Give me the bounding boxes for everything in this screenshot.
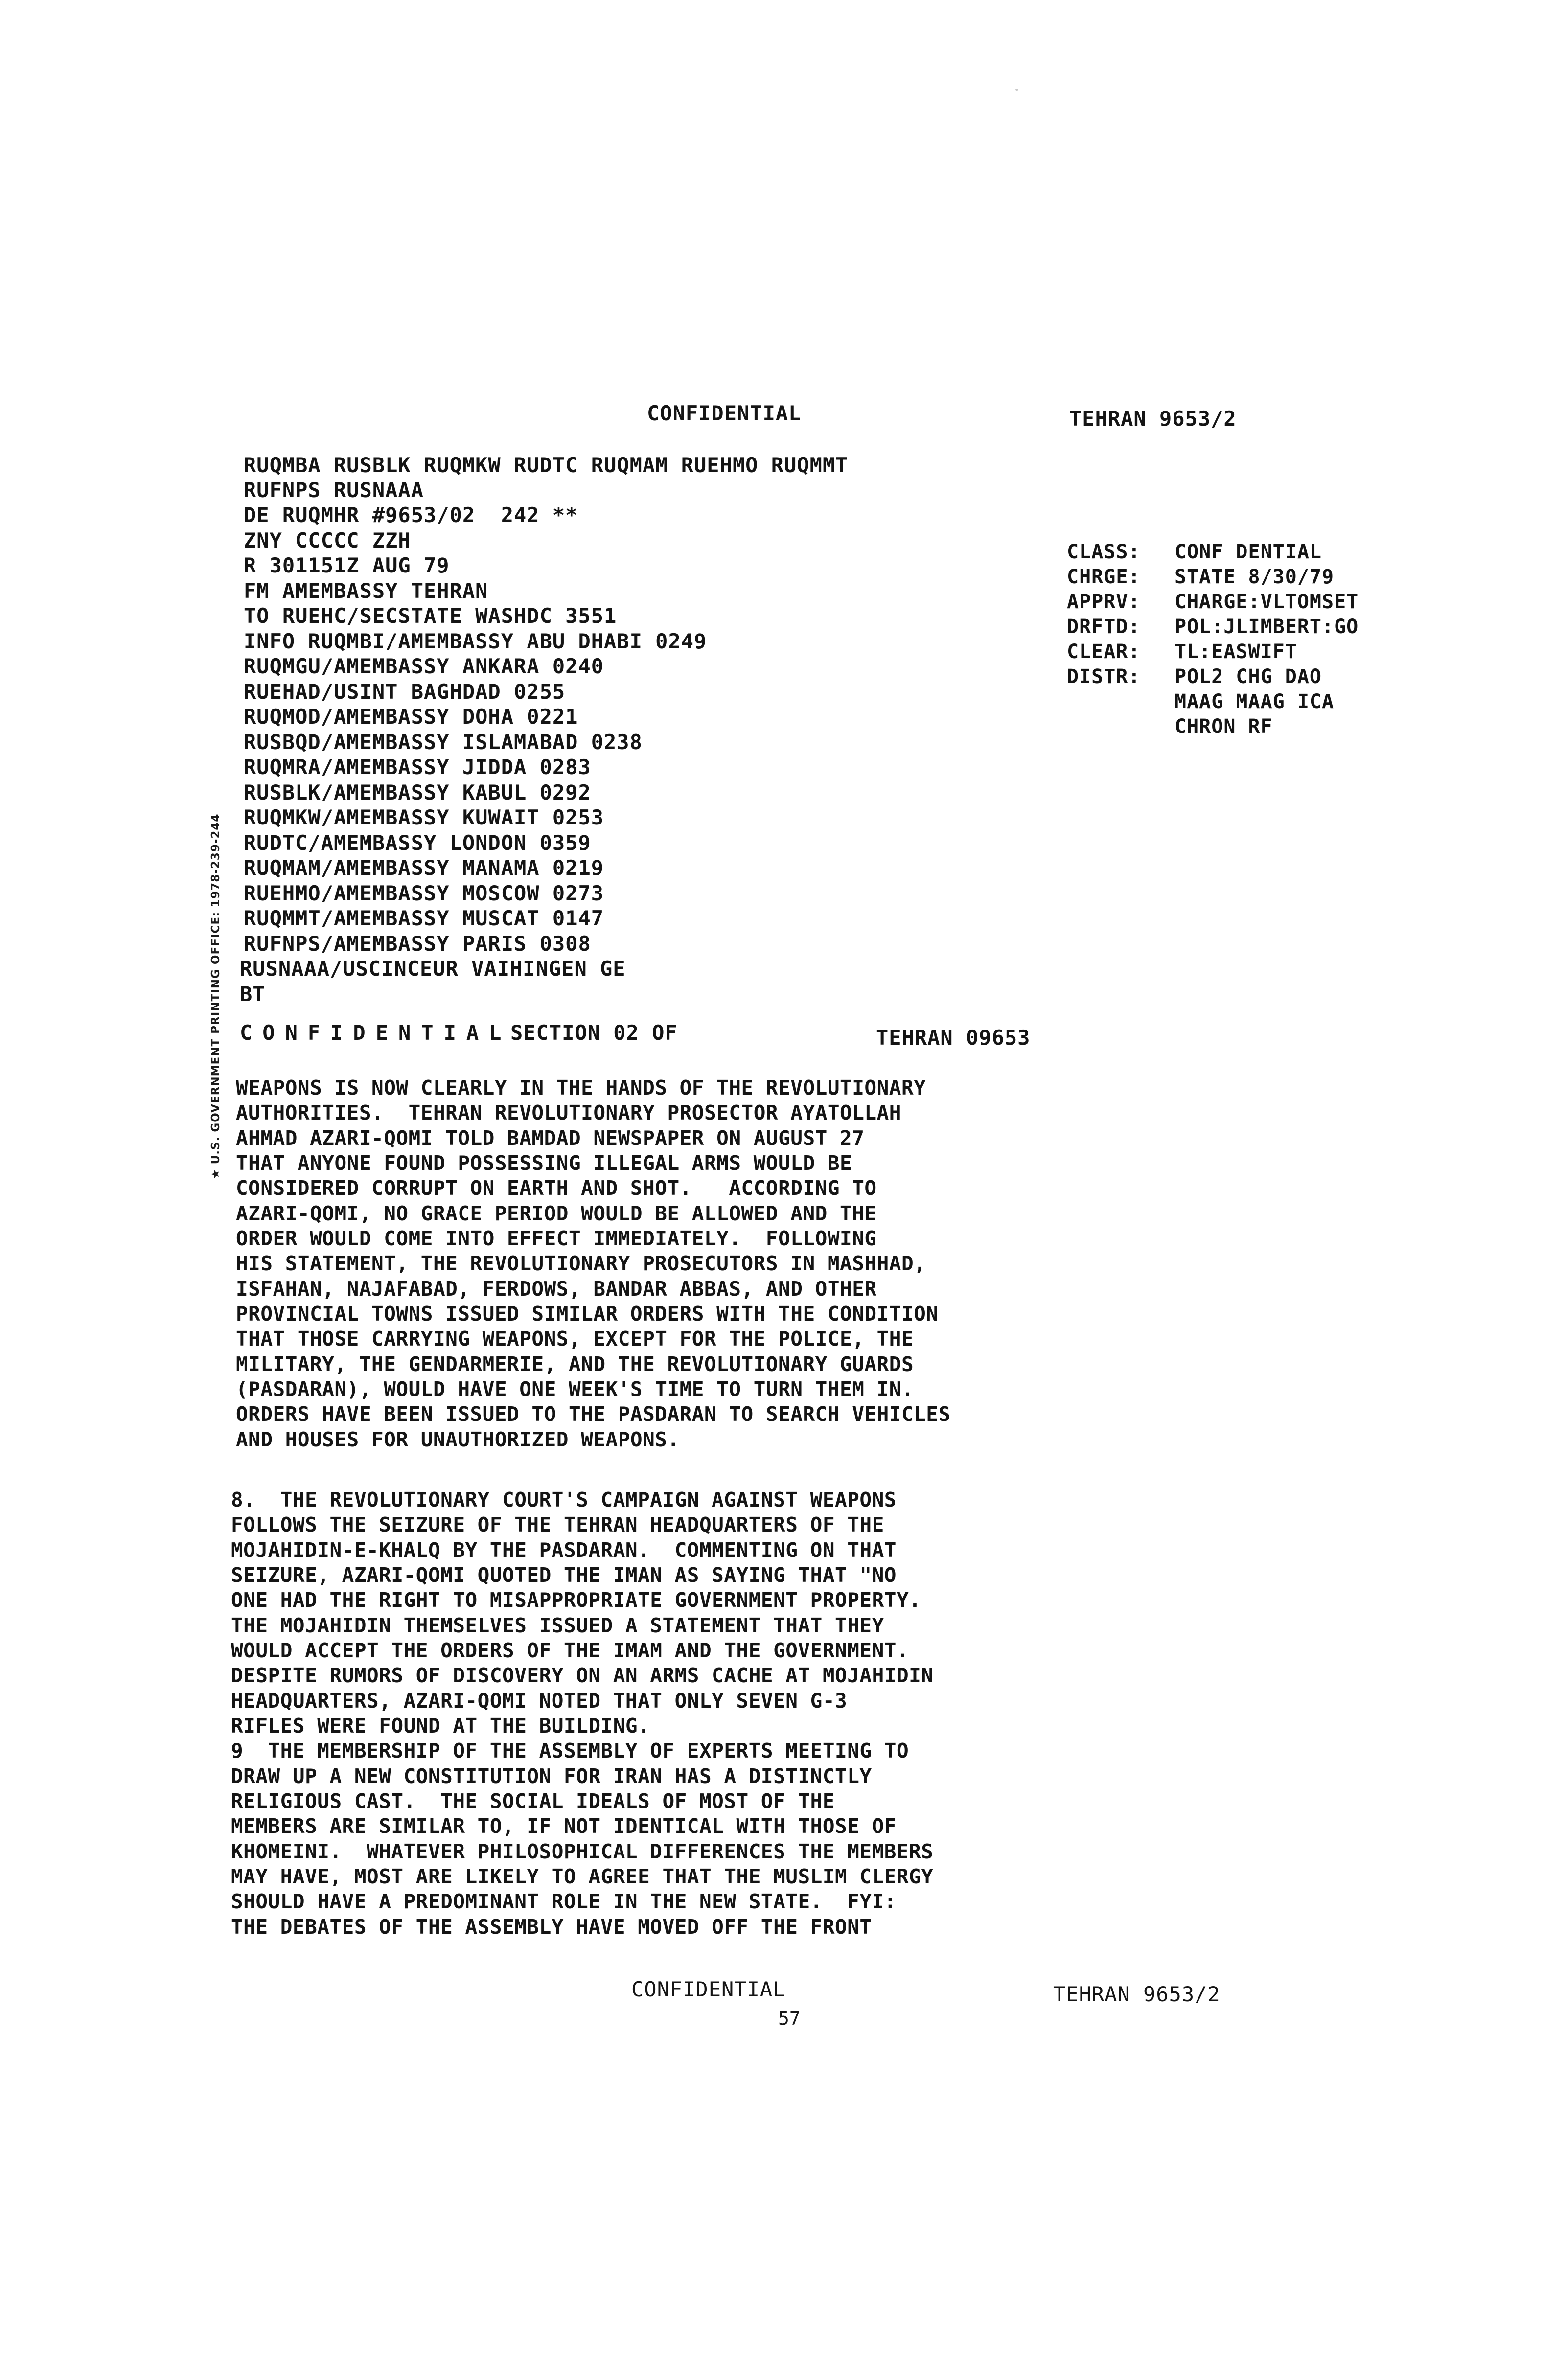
- routing-line: RUQMRA/AMEMBASSY JIDDA 0283: [244, 755, 591, 779]
- routing-line: ZNY CCCCC ZZH: [244, 528, 411, 552]
- routing-line: FM AMEMBASSY TEHRAN: [244, 579, 488, 603]
- body-line: THE MOJAHIDIN THEMSELVES ISSUED A STATEMENT THAT THEY: [231, 1614, 884, 1637]
- body-line: CONSIDERED CORRUPT ON EARTH AND SHOT. ACCORDING TO: [236, 1176, 877, 1200]
- body-line: (PASDARAN), WOULD HAVE ONE WEEK'S TIME TO TURN THEM IN.: [236, 1377, 914, 1401]
- routing-line: RUFNPS/AMEMBASSY PARIS 0308: [244, 932, 591, 956]
- routing-line: DE RUQMHR #9653/02 242 **: [244, 503, 578, 527]
- meta-value: TL:EASWIFT: [1174, 641, 1297, 663]
- body-line: AUTHORITIES. TEHRAN REVOLUTIONARY PROSECTOR AYATOLLAH: [236, 1101, 901, 1124]
- body-line: WOULD ACCEPT THE ORDERS OF THE IMAM AND THE GOVERNMENT.: [231, 1639, 909, 1662]
- body-line: DRAW UP A NEW CONSTITUTION FOR IRAN HAS A DISTINCTLY: [231, 1764, 872, 1788]
- routing-line: RUQMOD/AMEMBASSY DOHA 0221: [244, 705, 578, 729]
- routing-line: RUSBQD/AMEMBASSY ISLAMABAD 0238: [244, 730, 643, 754]
- header-classification: CONFIDENTIAL: [647, 401, 802, 425]
- body-line: THAT THOSE CARRYING WEAPONS, EXCEPT FOR THE POLICE, THE: [236, 1327, 914, 1350]
- meta-label: CLASS:: [1067, 541, 1141, 563]
- body-line: PROVINCIAL TOWNS ISSUED SIMILAR ORDERS WITH THE CONDITION: [236, 1302, 939, 1326]
- meta-value: MAAG MAAG ICA: [1174, 690, 1335, 713]
- meta-label: DRFTD:: [1067, 616, 1141, 638]
- margin-imprint: ★ U.S. GOVERNMENT PRINTING OFFICE: 1978-239-244: [209, 813, 222, 1179]
- routing-line: RUDTC/AMEMBASSY LONDON 0359: [244, 831, 591, 855]
- meta-label: CHRGE:: [1067, 566, 1141, 588]
- routing-line: R 301151Z AUG 79: [244, 553, 450, 577]
- section-reference: TEHRAN 09653: [876, 1026, 1031, 1050]
- body-line: MILITARY, THE GENDARMERIE, AND THE REVOLUTIONARY GUARDS: [236, 1352, 914, 1376]
- body-line: RIFLES WERE FOUND AT THE BUILDING.: [231, 1714, 650, 1738]
- meta-value: POL2 CHG DAO: [1174, 665, 1322, 688]
- meta-value: STATE 8/30/79: [1174, 566, 1335, 588]
- body-line: THAT ANYONE FOUND POSSESSING ILLEGAL ARMS WOULD BE: [236, 1151, 852, 1175]
- routing-line: RUQMBA RUSBLK RUQMKW RUDTC RUQMAM RUEHMO RUQMMT: [244, 453, 849, 477]
- body-line: 8. THE REVOLUTIONARY COURT'S CAMPAIGN AGAINST WEAPONS: [231, 1488, 897, 1511]
- body-line: AZARI-QOMI, NO GRACE PERIOD WOULD BE ALLOWED AND THE: [236, 1202, 877, 1225]
- footer-classification: CONFIDENTIAL: [631, 1977, 786, 2001]
- body-line: MAY HAVE, MOST ARE LIKELY TO AGREE THAT THE MUSLIM CLERGY: [231, 1865, 934, 1888]
- body-line: THE DEBATES OF THE ASSEMBLY HAVE MOVED OFF THE FRONT: [231, 1915, 872, 1939]
- body-line: ONE HAD THE RIGHT TO MISAPPROPRIATE GOVERNMENT PROPERTY.: [231, 1588, 921, 1612]
- body-line: HEADQUARTERS, AZARI-QOMI NOTED THAT ONLY SEVEN G-3: [231, 1689, 848, 1713]
- meta-value: CHARGE:VLTOMSET: [1174, 591, 1359, 613]
- routing-line: RUQMGU/AMEMBASSY ANKARA 0240: [244, 654, 604, 678]
- section-label: SECTION 02 OF: [510, 1021, 678, 1045]
- meta-label: DISTR:: [1067, 665, 1141, 688]
- body-line: HIS STATEMENT, THE REVOLUTIONARY PROSECUTORS IN MASHHAD,: [236, 1252, 926, 1275]
- routing-line: RUFNPS RUSNAAA: [244, 478, 424, 502]
- meta-label: APPRV:: [1067, 591, 1141, 613]
- routing-line: RUEHAD/USINT BAGHDAD 0255: [244, 680, 566, 704]
- body-line: KHOMEINI. WHATEVER PHILOSOPHICAL DIFFERENCES THE MEMBERS: [231, 1840, 934, 1863]
- routing-line: BT: [240, 982, 266, 1006]
- meta-value: CHRON RF: [1174, 715, 1273, 738]
- routing-line: RUQMAM/AMEMBASSY MANAMA 0219: [244, 856, 604, 880]
- routing-line: RUQMKW/AMEMBASSY KUWAIT 0253: [244, 805, 604, 829]
- body-line: 9 THE MEMBERSHIP OF THE ASSEMBLY OF EXPERTS MEETING TO: [231, 1739, 909, 1762]
- meta-value: CONF DENTIAL: [1174, 541, 1322, 563]
- routing-line: RUSNAAA/USCINCEUR VAIHINGEN GE: [240, 957, 626, 981]
- footer-reference: TEHRAN 9653/2: [1053, 1982, 1221, 2006]
- body-line: ORDERS HAVE BEEN ISSUED TO THE PASDARAN TO SEARCH VEHICLES: [236, 1402, 951, 1426]
- routing-line: INFO RUQMBI/AMEMBASSY ABU DHABI 0249: [244, 629, 707, 653]
- meta-label: CLEAR:: [1067, 641, 1141, 663]
- scan-speck: [1015, 89, 1018, 91]
- body-line: SHOULD HAVE A PREDOMINANT ROLE IN THE NEW STATE. FYI:: [231, 1890, 897, 1913]
- body-line: RELIGIOUS CAST. THE SOCIAL IDEALS OF MOST OF THE: [231, 1789, 835, 1813]
- body-line: AHMAD AZARI-QOMI TOLD BAMDAD NEWSPAPER ON AUGUST 27: [236, 1126, 865, 1150]
- routing-line: RUEHMO/AMEMBASSY MOSCOW 0273: [244, 881, 604, 905]
- body-line: DESPITE RUMORS OF DISCOVERY ON AN ARMS CACHE AT MOJAHIDIN: [231, 1664, 934, 1687]
- body-line: SEIZURE, AZARI-QOMI QUOTED THE IMAN AS SAYING THAT "NO: [231, 1563, 897, 1587]
- routing-line: RUQMMT/AMEMBASSY MUSCAT 0147: [244, 906, 604, 930]
- header-reference: TEHRAN 9653/2: [1069, 407, 1237, 431]
- body-line: MOJAHIDIN-E-KHALQ BY THE PASDARAN. COMMENTING ON THAT: [231, 1538, 897, 1562]
- body-line: FOLLOWS THE SEIZURE OF THE TEHRAN HEADQUARTERS OF THE: [231, 1513, 884, 1536]
- body-line: ISFAHAN, NAJAFABAD, FERDOWS, BANDAR ABBAS, AND OTHER: [236, 1277, 877, 1301]
- routing-line: TO RUEHC/SECSTATE WASHDC 3551: [244, 604, 617, 628]
- section-classification: CONFIDENTIAL: [240, 1021, 512, 1045]
- meta-value: POL:JLIMBERT:GO: [1174, 616, 1359, 638]
- body-line: AND HOUSES FOR UNAUTHORIZED WEAPONS.: [236, 1428, 680, 1451]
- body-line: MEMBERS ARE SIMILAR TO, IF NOT IDENTICAL WITH THOSE OF: [231, 1814, 897, 1838]
- body-line: WEAPONS IS NOW CLEARLY IN THE HANDS OF THE REVOLUTIONARY: [236, 1076, 926, 1099]
- page-number: 57: [778, 2008, 801, 2029]
- routing-line: RUSBLK/AMEMBASSY KABUL 0292: [244, 780, 591, 804]
- body-line: ORDER WOULD COME INTO EFFECT IMMEDIATELY. FOLLOWING: [236, 1227, 877, 1250]
